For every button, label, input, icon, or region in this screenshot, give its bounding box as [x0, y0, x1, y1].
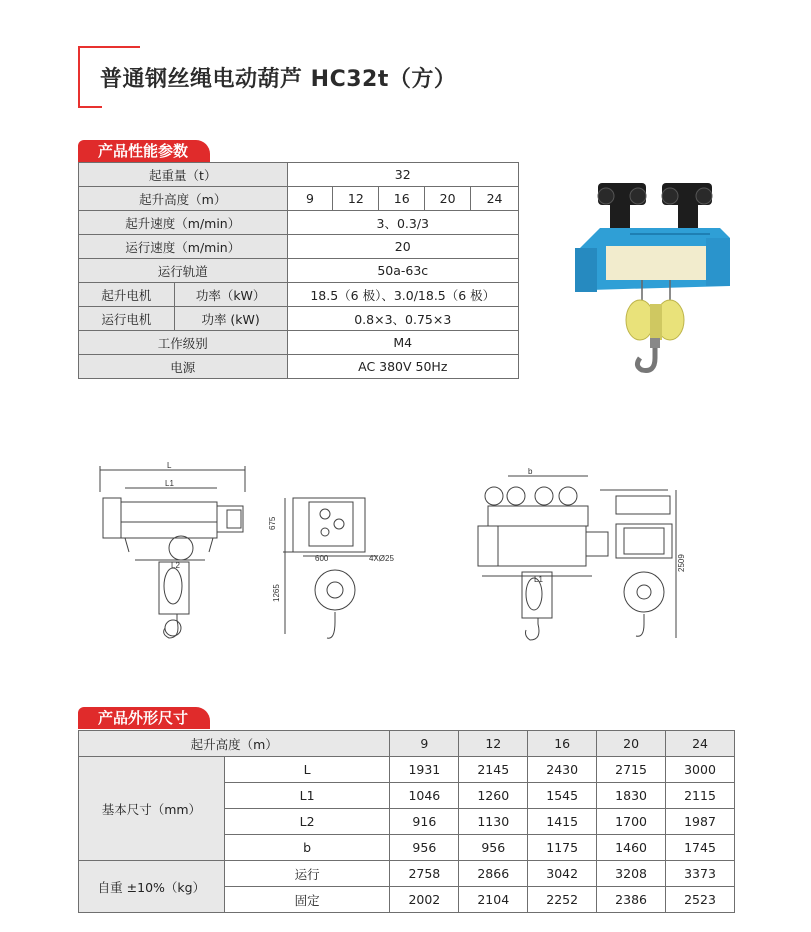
track-value: 50a-63c — [287, 259, 518, 283]
travel-motor-label: 运行电机 — [79, 307, 175, 331]
dim-name: L — [224, 757, 390, 783]
dims-section-label: 产品外形尺寸 — [78, 707, 210, 729]
weight-name: 固定 — [224, 887, 390, 913]
dims-table — [78, 730, 735, 913]
weight-label: 自重 ±10%（kg） — [79, 861, 225, 913]
power-value: AC 380V 50Hz — [287, 355, 518, 379]
travel-speed-value: 20 — [287, 235, 518, 259]
dim-label-bolt: 4XØ25 — [369, 554, 394, 563]
dim-value: 2715 — [597, 757, 666, 783]
duty-label: 工作级别 — [79, 331, 288, 355]
table-row — [79, 259, 519, 283]
dim-label-675: 675 — [268, 516, 277, 530]
table-row — [79, 283, 519, 307]
front-side-drawing — [95, 462, 415, 662]
track-label: 运行轨道 — [79, 259, 288, 283]
lift-speed-label: 起升速度（m/min） — [79, 211, 288, 235]
weight-value: 2386 — [597, 887, 666, 913]
table-row — [79, 731, 735, 757]
lift-motor-label: 起升电机 — [79, 283, 175, 307]
height-value: 24 — [471, 187, 519, 211]
capacity-label: 起重量（t） — [79, 163, 288, 187]
dim-value: 2145 — [459, 757, 528, 783]
travel-speed-label: 运行速度（m/min） — [79, 235, 288, 259]
table-row — [79, 211, 519, 235]
weight-value: 2866 — [459, 861, 528, 887]
weight-value: 2104 — [459, 887, 528, 913]
dim-label-b: b — [528, 467, 533, 476]
dim-value: 1175 — [528, 835, 597, 861]
lift-power-value: 18.5（6 极）、3.0/18.5（6 极） — [287, 283, 518, 307]
table-row — [79, 861, 735, 887]
dim-value: 1931 — [390, 757, 459, 783]
dim-name: L1 — [224, 783, 390, 809]
dim-value: 1745 — [666, 835, 735, 861]
height-value: 12 — [333, 187, 379, 211]
dim-value: 1130 — [459, 809, 528, 835]
dims-height-value: 12 — [459, 731, 528, 757]
weight-value: 2002 — [390, 887, 459, 913]
dim-value: 1046 — [390, 783, 459, 809]
weight-value: 2758 — [390, 861, 459, 887]
dim-label-600: 600 — [315, 554, 329, 563]
weight-name: 运行 — [224, 861, 390, 887]
weight-value: 3042 — [528, 861, 597, 887]
table-row — [79, 235, 519, 259]
dim-value: 1260 — [459, 783, 528, 809]
weight-value: 3373 — [666, 861, 735, 887]
dim-value: 1545 — [528, 783, 597, 809]
dim-value: 1830 — [597, 783, 666, 809]
table-row — [79, 355, 519, 379]
dim-value: 916 — [390, 809, 459, 835]
travel-power-value: 0.8×3、0.75×3 — [287, 307, 518, 331]
weight-value: 2252 — [528, 887, 597, 913]
table-row — [79, 757, 735, 783]
dims-height-value: 20 — [597, 731, 666, 757]
dim-label-2509: 2509 — [677, 554, 686, 572]
table-row — [79, 331, 519, 355]
dim-value: 1460 — [597, 835, 666, 861]
dim-value: 2115 — [666, 783, 735, 809]
capacity-value: 32 — [287, 163, 518, 187]
dim-value: 2430 — [528, 757, 597, 783]
page-title: 普通钢丝绳电动葫芦 HC32t（方） — [100, 67, 457, 92]
dim-value: 1987 — [666, 809, 735, 835]
height-value: 9 — [287, 187, 333, 211]
lift-power-label: 功率（kW） — [174, 283, 287, 307]
height-label: 起升高度（m） — [79, 187, 288, 211]
dim-name: b — [224, 835, 390, 861]
dims-height-label: 起升高度（m） — [79, 731, 390, 757]
spec-section-label: 产品性能参数 — [78, 140, 210, 162]
height-value: 20 — [425, 187, 471, 211]
weight-value: 2523 — [666, 887, 735, 913]
dim-value: 1415 — [528, 809, 597, 835]
dim-value: 3000 — [666, 757, 735, 783]
travel-power-label: 功率 (kW) — [174, 307, 287, 331]
lift-speed-value: 3、0.3/3 — [287, 211, 518, 235]
dim-value: 956 — [390, 835, 459, 861]
basic-size-label: 基本尺寸（mm） — [79, 757, 225, 861]
dims-height-value: 9 — [390, 731, 459, 757]
dim-label-L2: L2 — [171, 561, 180, 570]
dim-value: 956 — [459, 835, 528, 861]
weight-value: 3208 — [597, 861, 666, 887]
spec-table — [78, 162, 519, 379]
dims-height-value: 24 — [666, 731, 735, 757]
dim-value: 1700 — [597, 809, 666, 835]
dim-label-L: L — [167, 462, 172, 470]
table-row — [79, 307, 519, 331]
dims-height-value: 16 — [528, 731, 597, 757]
hoist-product-image — [570, 178, 740, 378]
dim-label-L1: L1 — [165, 479, 174, 488]
trolley-drawing — [468, 462, 698, 662]
table-row — [79, 163, 519, 187]
height-value: 16 — [379, 187, 425, 211]
table-row — [79, 187, 519, 211]
dim-label-1265: 1265 — [272, 584, 281, 602]
dim-label-L1-trolley: L1 — [534, 575, 543, 584]
dim-name: L2 — [224, 809, 390, 835]
power-label: 电源 — [79, 355, 288, 379]
duty-value: M4 — [287, 331, 518, 355]
